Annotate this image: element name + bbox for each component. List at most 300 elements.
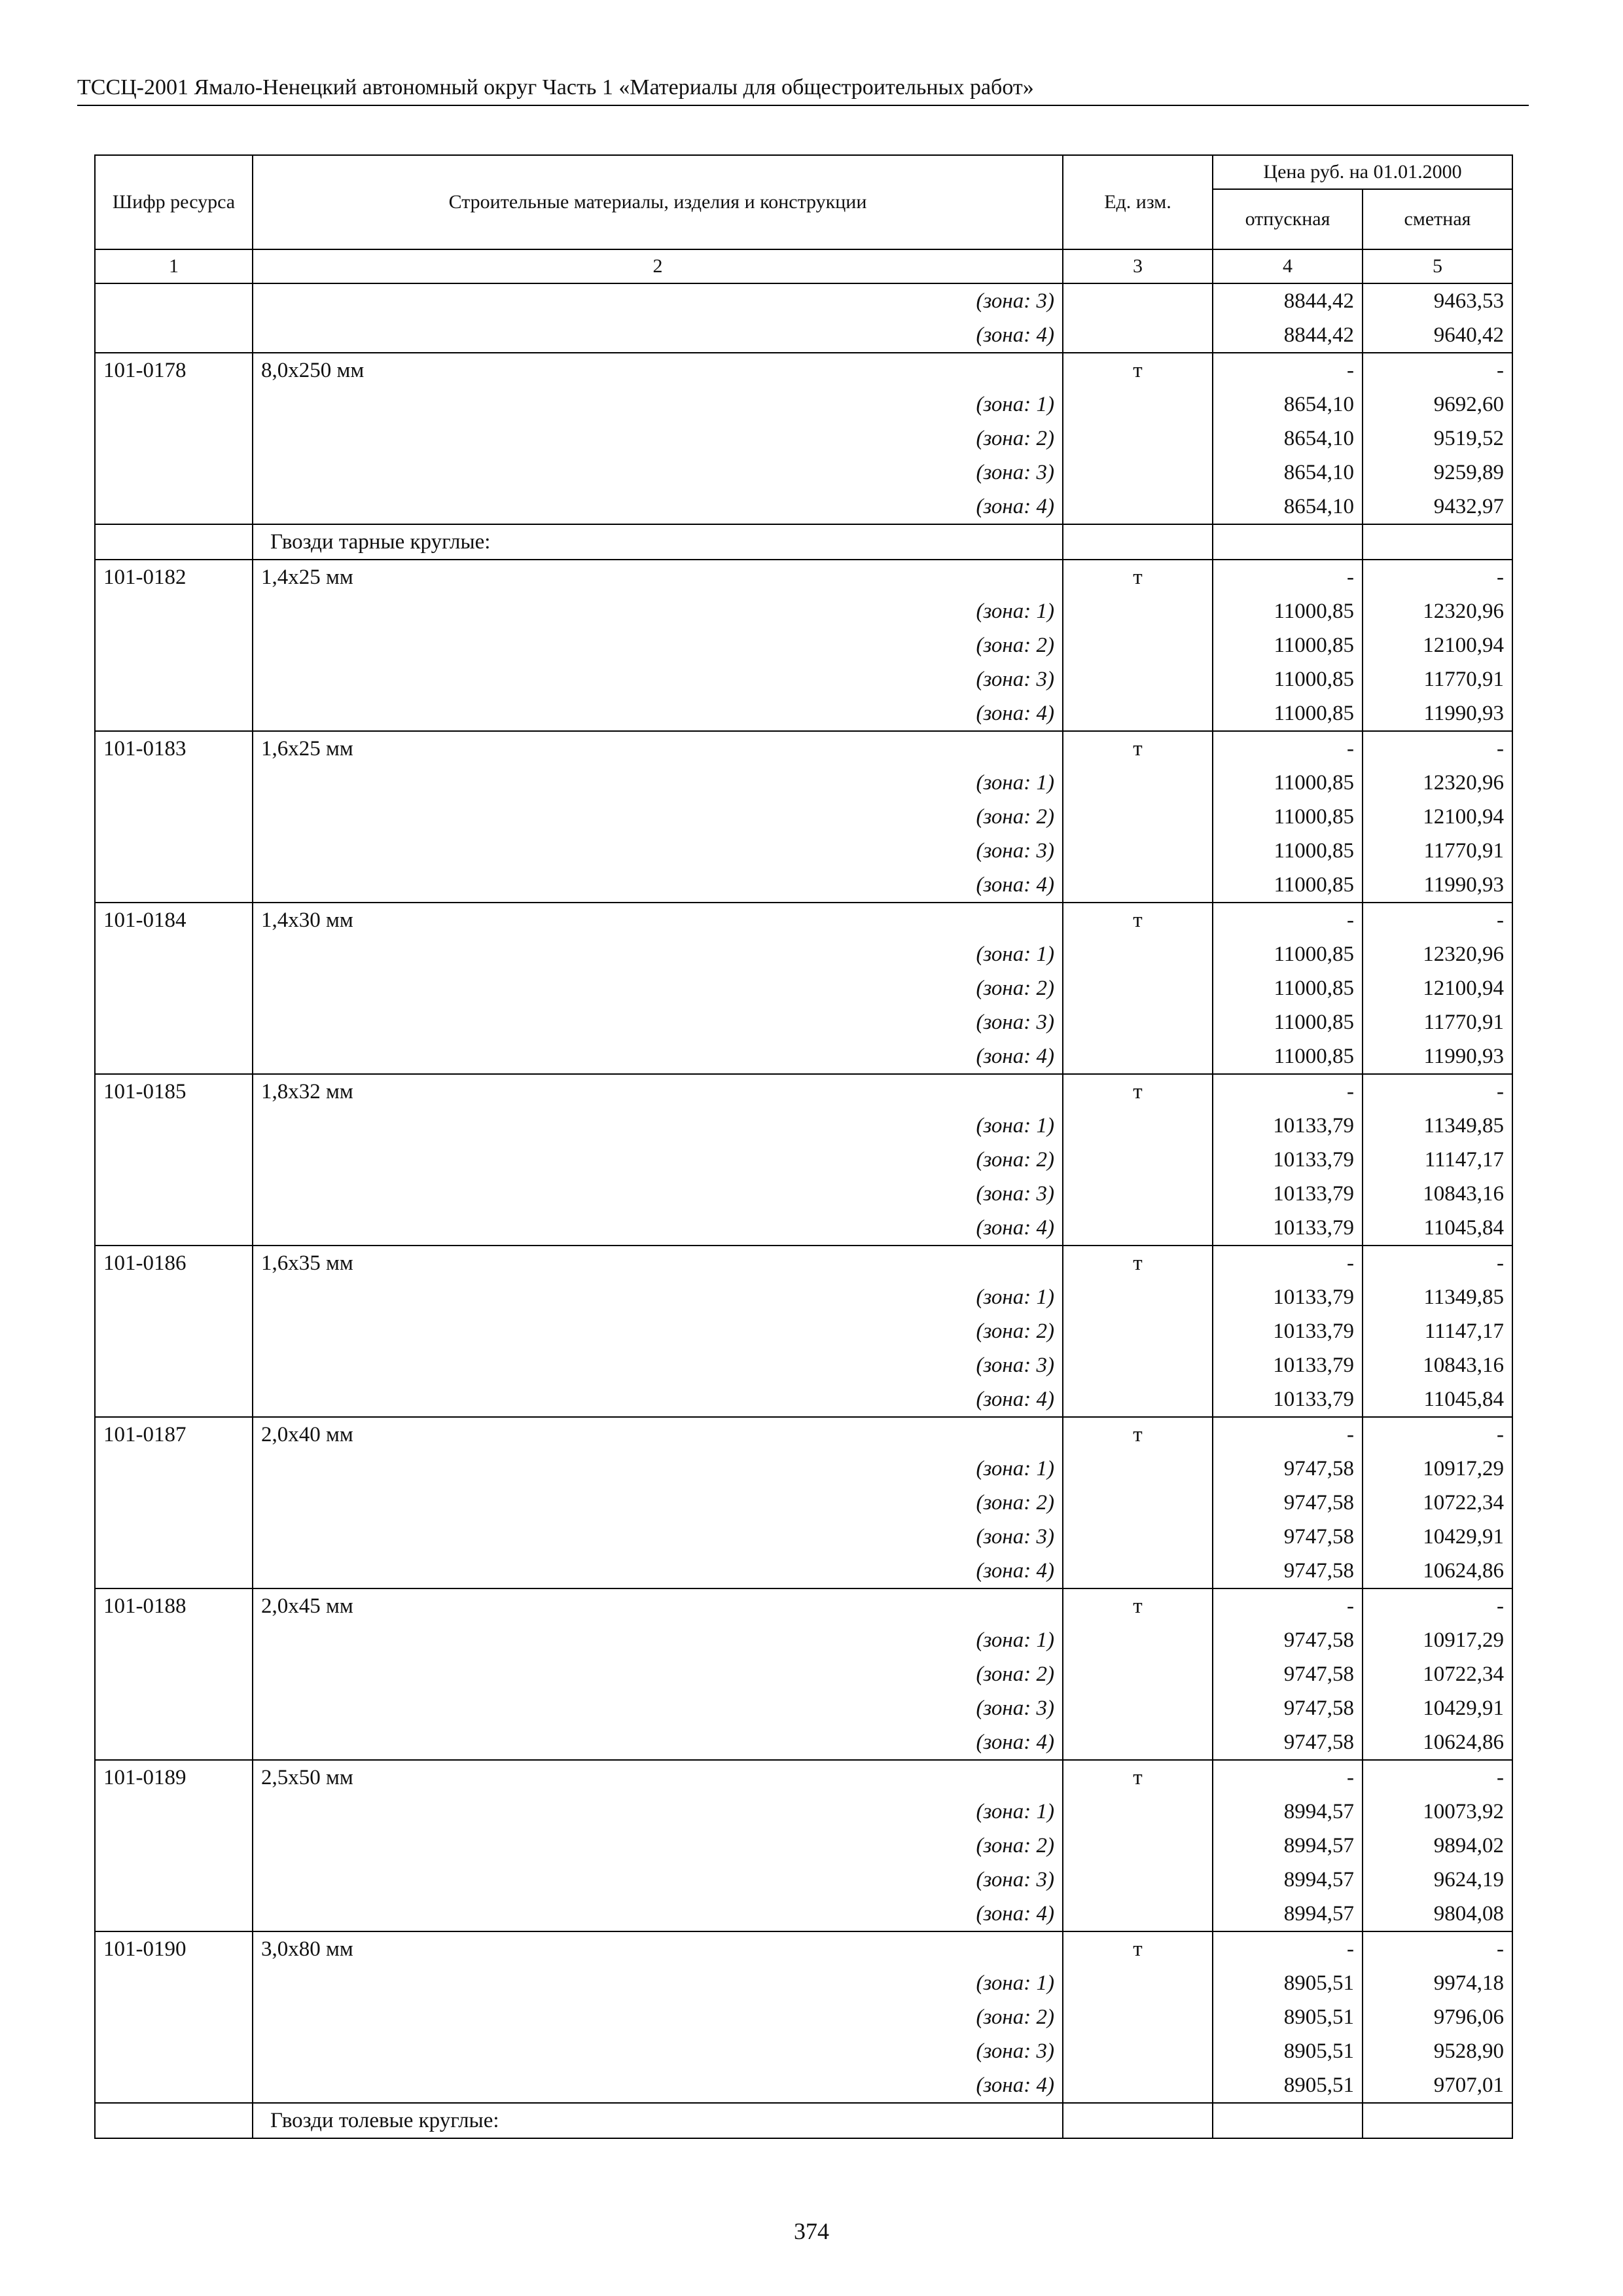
resource-code-cell [95,1314,253,1348]
resource-code-cell [95,1039,253,1074]
zone-row [95,1897,1512,1931]
column-header-unit: Ед. изм. [1063,155,1213,249]
unit-cell [1063,766,1213,800]
unit-cell [1063,422,1213,456]
resource-code-cell [95,456,253,490]
item-row [95,1246,1512,1280]
unit-cell [1063,1177,1213,1211]
estimate-price-cell: 10843,16 [1363,1348,1512,1382]
estimate-price-cell: 10917,29 [1363,1452,1512,1486]
estimate-price-cell: - [1363,731,1512,766]
zone-row [95,1211,1512,1246]
estimate-price-cell: 11770,91 [1363,1005,1512,1039]
unit-cell [1063,1452,1213,1486]
estimate-price-cell: 9894,02 [1363,1829,1512,1863]
zone-label-cell: (зона: 4) [253,1554,1063,1588]
unit-cell [1063,2103,1213,2138]
unit-cell [1063,1486,1213,1520]
resource-code-cell [95,1211,253,1246]
table-header-row [95,155,1512,189]
unit-cell: т [1063,1074,1213,1109]
zone-label-cell: (зона: 2) [253,2000,1063,2034]
zone-row [95,696,1512,731]
estimate-price-cell: 9707,01 [1363,2068,1512,2103]
estimate-price-cell: 10843,16 [1363,1177,1512,1211]
estimate-price-cell: 9528,90 [1363,2034,1512,2068]
resource-code-cell [95,1005,253,1039]
zone-row [95,1829,1512,1863]
release-price-cell: 11000,85 [1213,1039,1363,1074]
unit-cell [1063,834,1213,868]
zone-row [95,387,1512,422]
zone-label-cell: (зона: 1) [253,1623,1063,1657]
resource-code-cell [95,1554,253,1588]
estimate-price-cell: 9692,60 [1363,387,1512,422]
group-name-cell: Гвозди тарные круглые: [253,524,1063,560]
zone-row [95,2068,1512,2103]
resource-code-cell [95,937,253,971]
item-row [95,560,1512,594]
estimate-price-cell: 10624,86 [1363,1725,1512,1760]
estimate-price-cell: 11770,91 [1363,834,1512,868]
unit-cell: т [1063,1246,1213,1280]
zone-label-cell: (зона: 1) [253,594,1063,628]
item-row [95,1417,1512,1452]
column-number: 2 [253,249,1063,283]
zone-label-cell: (зона: 1) [253,1452,1063,1486]
material-name-cell: 1,6х35 мм [253,1246,1063,1280]
zone-row [95,868,1512,903]
unit-cell [1063,524,1213,560]
zone-row [95,662,1512,696]
zone-row [95,1382,1512,1417]
resource-code-cell [95,1348,253,1382]
unit-cell [1063,1725,1213,1760]
unit-cell [1063,2068,1213,2103]
group-row [95,2103,1512,2138]
unit-cell [1063,1348,1213,1382]
estimate-price-cell: 10073,92 [1363,1795,1512,1829]
estimate-price-cell: 10722,34 [1363,1486,1512,1520]
release-price-cell: 9747,58 [1213,1691,1363,1725]
resource-code-cell [95,628,253,662]
unit-cell: т [1063,1760,1213,1795]
unit-cell: т [1063,1417,1213,1452]
estimate-price-cell: - [1363,1417,1512,1452]
zone-row [95,490,1512,524]
zone-row [95,1623,1512,1657]
zone-label-cell: (зона: 3) [253,2034,1063,2068]
release-price-cell: 8654,10 [1213,387,1363,422]
zone-label-cell: (зона: 2) [253,971,1063,1005]
estimate-price-cell: 9259,89 [1363,456,1512,490]
estimate-price-cell: 12100,94 [1363,628,1512,662]
release-price-cell: 8994,57 [1213,1863,1363,1897]
resource-code-cell [95,1657,253,1691]
release-price-cell: 8905,51 [1213,1966,1363,2000]
release-price-cell: 10133,79 [1213,1382,1363,1417]
resource-code-cell: 101-0189 [95,1760,253,1795]
zone-label-cell: (зона: 4) [253,318,1063,353]
zone-label-cell: (зона: 1) [253,766,1063,800]
zone-label-cell: (зона: 2) [253,1829,1063,1863]
estimate-price-cell: 9624,19 [1363,1863,1512,1897]
resource-code-cell [95,662,253,696]
resource-code-cell [95,1966,253,2000]
release-price-cell: 11000,85 [1213,696,1363,731]
resource-code-cell [95,387,253,422]
unit-cell: т [1063,731,1213,766]
estimate-price-cell [1363,524,1512,560]
estimate-price-cell: 10917,29 [1363,1623,1512,1657]
zone-row [95,834,1512,868]
release-price-cell: 9747,58 [1213,1725,1363,1760]
unit-cell [1063,1280,1213,1314]
release-price-cell: 11000,85 [1213,937,1363,971]
zone-row [95,318,1512,353]
unit-cell [1063,971,1213,1005]
zone-label-cell: (зона: 2) [253,422,1063,456]
unit-cell [1063,1966,1213,2000]
estimate-price-cell: 9519,52 [1363,422,1512,456]
release-price-cell: 9747,58 [1213,1520,1363,1554]
release-price-cell: - [1213,1760,1363,1795]
zone-row [95,1691,1512,1725]
zone-label-cell: (зона: 1) [253,937,1063,971]
zone-row [95,937,1512,971]
material-name-cell: 1,6х25 мм [253,731,1063,766]
resource-code-cell: 101-0184 [95,903,253,937]
unit-cell [1063,1623,1213,1657]
release-price-cell: 11000,85 [1213,662,1363,696]
zone-label-cell: (зона: 3) [253,662,1063,696]
column-number-row [95,249,1512,283]
zone-label-cell: (зона: 3) [253,1520,1063,1554]
release-price-cell: 9747,58 [1213,1623,1363,1657]
zone-label-cell: (зона: 4) [253,1211,1063,1246]
column-header-name: Строительные материалы, изделия и конструкции [253,155,1063,249]
resource-code-cell [95,1829,253,1863]
zone-label-cell: (зона: 2) [253,800,1063,834]
unit-cell: т [1063,1931,1213,1966]
zone-label-cell: (зона: 4) [253,1382,1063,1417]
resource-code-cell: 101-0178 [95,353,253,387]
resource-code-cell [95,490,253,524]
release-price-cell: 9747,58 [1213,1486,1363,1520]
zone-row [95,2000,1512,2034]
release-price-cell: 11000,85 [1213,594,1363,628]
release-price-cell: 10133,79 [1213,1348,1363,1382]
zone-label-cell: (зона: 3) [253,1691,1063,1725]
zone-row [95,1520,1512,1554]
estimate-price-cell: 11349,85 [1363,1280,1512,1314]
column-number: 1 [95,249,253,283]
resource-code-cell [95,1452,253,1486]
release-price-cell: - [1213,731,1363,766]
unit-cell [1063,1691,1213,1725]
unit-cell: т [1063,903,1213,937]
unit-cell [1063,1863,1213,1897]
release-price-cell: - [1213,1246,1363,1280]
zone-label-cell: (зона: 1) [253,1795,1063,1829]
resource-code-cell [95,1280,253,1314]
resource-code-cell [95,524,253,560]
document-title: ТССЦ-2001 Ямало-Ненецкий автономный округ Часть 1 «Материалы для общестроительных работ» [77,75,1034,99]
release-price-cell: 10133,79 [1213,1280,1363,1314]
unit-cell [1063,1109,1213,1143]
material-name-cell: 8,0х250 мм [253,353,1063,387]
zone-row [95,1725,1512,1760]
zone-row [95,1109,1512,1143]
item-row [95,903,1512,937]
zone-label-cell: (зона: 2) [253,1143,1063,1177]
item-row [95,353,1512,387]
page-header [77,73,1529,106]
unit-cell [1063,1520,1213,1554]
release-price-cell: 11000,85 [1213,971,1363,1005]
column-number: 4 [1213,249,1363,283]
item-row [95,1760,1512,1795]
estimate-price-cell: 11349,85 [1363,1109,1512,1143]
unit-cell [1063,937,1213,971]
zone-label-cell: (зона: 3) [253,283,1063,318]
material-name-cell: 3,0х80 мм [253,1931,1063,1966]
zone-label-cell: (зона: 4) [253,1039,1063,1074]
resource-code-cell [95,834,253,868]
release-price-cell: 11000,85 [1213,1005,1363,1039]
unit-cell [1063,1143,1213,1177]
unit-cell [1063,1795,1213,1829]
zone-label-cell: (зона: 4) [253,696,1063,731]
resource-code-cell [95,696,253,731]
release-price-cell: 8905,51 [1213,2034,1363,2068]
zone-row [95,1795,1512,1829]
release-price-cell: 8994,57 [1213,1829,1363,1863]
zone-label-cell: (зона: 4) [253,1725,1063,1760]
column-header-price-group: Цена руб. на 01.01.2000 [1213,155,1512,189]
zone-row [95,971,1512,1005]
unit-cell [1063,1005,1213,1039]
unit-cell [1063,628,1213,662]
zone-label-cell: (зона: 3) [253,1863,1063,1897]
material-name-cell: 1,4х30 мм [253,903,1063,937]
material-name-cell: 2,5х50 мм [253,1760,1063,1795]
unit-cell [1063,696,1213,731]
estimate-price-cell: 11990,93 [1363,696,1512,731]
zone-label-cell: (зона: 4) [253,1897,1063,1931]
group-name-cell: Гвозди толевые круглые: [253,2103,1063,2138]
estimate-price-cell: 11147,17 [1363,1314,1512,1348]
release-price-cell: 10133,79 [1213,1143,1363,1177]
release-price-cell: 9747,58 [1213,1554,1363,1588]
zone-label-cell: (зона: 1) [253,1109,1063,1143]
release-price-cell: 11000,85 [1213,834,1363,868]
zone-row [95,1452,1512,1486]
release-price-cell: 10133,79 [1213,1177,1363,1211]
resource-code-cell [95,1520,253,1554]
estimate-price-cell: 12320,96 [1363,594,1512,628]
release-price-cell: - [1213,903,1363,937]
release-price-cell: 9747,58 [1213,1657,1363,1691]
column-header-release: отпускная [1213,189,1363,249]
estimate-price-cell: - [1363,903,1512,937]
zone-row [95,1039,1512,1074]
resource-code-cell [95,1486,253,1520]
release-price-cell: 8654,10 [1213,422,1363,456]
release-price-cell: 8654,10 [1213,490,1363,524]
resource-code-cell [95,422,253,456]
zone-label-cell: (зона: 3) [253,834,1063,868]
resource-code-cell [95,1725,253,1760]
zone-row [95,800,1512,834]
column-number: 5 [1363,249,1512,283]
resource-code-cell [95,283,253,318]
estimate-price-cell: - [1363,1931,1512,1966]
unit-cell [1063,2034,1213,2068]
release-price-cell: 8905,51 [1213,2068,1363,2103]
zone-label-cell: (зона: 4) [253,868,1063,903]
estimate-price-cell: 10722,34 [1363,1657,1512,1691]
resource-code-cell [95,2000,253,2034]
resource-code-cell [95,1143,253,1177]
estimate-price-cell: - [1363,560,1512,594]
estimate-price-cell: 10429,91 [1363,1520,1512,1554]
unit-cell [1063,1211,1213,1246]
resource-code-cell [95,318,253,353]
unit-cell [1063,490,1213,524]
release-price-cell: 8844,42 [1213,318,1363,353]
item-row [95,1074,1512,1109]
zone-row [95,1657,1512,1691]
unit-cell [1063,1897,1213,1931]
estimate-price-cell: 11045,84 [1363,1382,1512,1417]
estimate-price-cell: - [1363,1074,1512,1109]
release-price-cell: - [1213,353,1363,387]
zone-label-cell: (зона: 3) [253,1348,1063,1382]
material-name-cell: 2,0х40 мм [253,1417,1063,1452]
zone-label-cell: (зона: 4) [253,490,1063,524]
release-price-cell [1213,524,1363,560]
zone-row [95,2034,1512,2068]
release-price-cell: 8994,57 [1213,1795,1363,1829]
estimate-price-cell: 11045,84 [1363,1211,1512,1246]
estimate-price-cell: 11147,17 [1363,1143,1512,1177]
release-price-cell: 8994,57 [1213,1897,1363,1931]
release-price-cell [1213,2103,1363,2138]
page-number: 374 [794,2218,829,2244]
unit-cell [1063,868,1213,903]
resource-code-cell: 101-0187 [95,1417,253,1452]
unit-cell [1063,456,1213,490]
zone-label-cell: (зона: 2) [253,628,1063,662]
estimate-price-cell: 11990,93 [1363,1039,1512,1074]
estimate-price-cell: 11770,91 [1363,662,1512,696]
resource-code-cell [95,800,253,834]
group-row [95,524,1512,560]
material-name-cell: 1,4х25 мм [253,560,1063,594]
unit-cell [1063,1554,1213,1588]
column-header-code: Шифр ресурса [95,155,253,249]
estimate-price-cell: 10624,86 [1363,1554,1512,1588]
release-price-cell: 10133,79 [1213,1314,1363,1348]
release-price-cell: 8844,42 [1213,283,1363,318]
estimate-price-cell: 12320,96 [1363,766,1512,800]
release-price-cell: 8905,51 [1213,2000,1363,2034]
material-name-cell: 2,0х45 мм [253,1588,1063,1623]
resource-code-cell [95,766,253,800]
zone-row [95,628,1512,662]
unit-cell: т [1063,1588,1213,1623]
zone-label-cell: (зона: 1) [253,1280,1063,1314]
material-name-cell: 1,8х32 мм [253,1074,1063,1109]
unit-cell [1063,594,1213,628]
resource-code-cell [95,1109,253,1143]
resource-code-cell [95,1177,253,1211]
zone-label-cell: (зона: 1) [253,387,1063,422]
resource-code-cell: 101-0190 [95,1931,253,1966]
resource-code-cell [95,971,253,1005]
zone-row [95,1143,1512,1177]
estimate-price-cell: 12320,96 [1363,937,1512,971]
release-price-cell: 8654,10 [1213,456,1363,490]
resource-code-cell [95,1623,253,1657]
resource-code-cell: 101-0185 [95,1074,253,1109]
estimate-price-cell: 9432,97 [1363,490,1512,524]
price-table [94,154,1513,2139]
item-row [95,731,1512,766]
zone-label-cell: (зона: 1) [253,1966,1063,2000]
resource-code-cell [95,1863,253,1897]
resource-code-cell [95,1382,253,1417]
release-price-cell: 9747,58 [1213,1452,1363,1486]
estimate-price-cell: - [1363,1246,1512,1280]
zone-label-cell: (зона: 2) [253,1486,1063,1520]
zone-row [95,1966,1512,2000]
item-row [95,1588,1512,1623]
resource-code-cell: 101-0183 [95,731,253,766]
resource-code-cell [95,2103,253,2138]
estimate-price-cell: - [1363,1760,1512,1795]
zone-label-cell: (зона: 4) [253,2068,1063,2103]
release-price-cell: - [1213,1417,1363,1452]
zone-row [95,1280,1512,1314]
unit-cell [1063,387,1213,422]
item-row [95,1931,1512,1966]
resource-code-cell [95,1691,253,1725]
estimate-price-cell: 12100,94 [1363,971,1512,1005]
resource-code-cell: 101-0188 [95,1588,253,1623]
zone-row [95,766,1512,800]
release-price-cell: 10133,79 [1213,1211,1363,1246]
estimate-price-cell: 9463,53 [1363,283,1512,318]
zone-row [95,456,1512,490]
estimate-price-cell: - [1363,353,1512,387]
unit-cell [1063,1314,1213,1348]
zone-row [95,594,1512,628]
zone-row [95,283,1512,318]
release-price-cell: - [1213,1588,1363,1623]
estimate-price-cell: 12100,94 [1363,800,1512,834]
unit-cell [1063,1829,1213,1863]
unit-cell: т [1063,560,1213,594]
zone-row [95,1005,1512,1039]
unit-cell [1063,1382,1213,1417]
table-body [95,283,1512,2138]
unit-cell [1063,662,1213,696]
zone-label-cell: (зона: 3) [253,456,1063,490]
release-price-cell: - [1213,560,1363,594]
resource-code-cell [95,1897,253,1931]
